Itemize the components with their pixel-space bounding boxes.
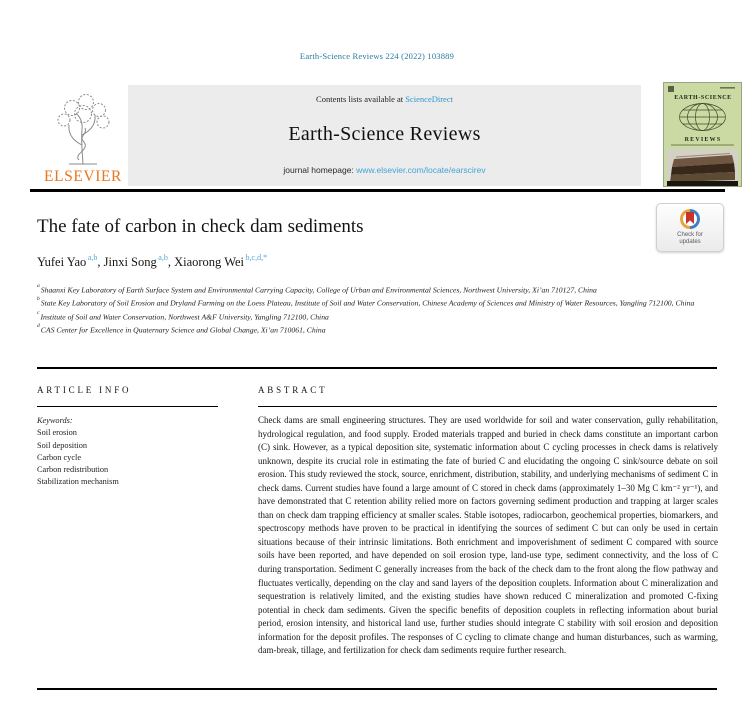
- keyword-item: Stabilization mechanism: [37, 477, 119, 487]
- author-affil-sup[interactable]: a,b: [87, 253, 98, 262]
- article-title: The fate of carbon in check dam sediments: [37, 216, 364, 237]
- sciencedirect-link[interactable]: ScienceDirect: [405, 94, 453, 104]
- affiliation-list: [37, 283, 721, 336]
- elsevier-tree-icon: [52, 93, 114, 167]
- abstract-rule: [258, 406, 717, 407]
- check-for-updates-badge[interactable]: [656, 203, 724, 252]
- bottom-rule: [37, 688, 717, 690]
- article-info-rule: [37, 406, 218, 407]
- author: Yufei Yao $^{a,b}$,: [37, 253, 104, 270]
- elsevier-logo: [37, 87, 129, 186]
- affiliation: $^c$Institute of Soil and Water Conservation, Northwest A&F University, Yangling 712100, China: [37, 309, 329, 322]
- journal-homepage-link[interactable]: www.elsevier.com/locate/earscirev: [356, 165, 486, 175]
- article-info-heading: ARTICLE INFO: [37, 385, 132, 395]
- author: Xiaorong Wei $^{b,c,d,*}$: [174, 253, 268, 270]
- homepage-prefix: journal homepage:: [283, 165, 357, 175]
- keyword-item: Carbon redistribution: [37, 465, 109, 475]
- elsevier-wordmark: ELSEVIER: [44, 168, 122, 185]
- affiliation: $^a$Shaanxi Key Laboratory of Earth Surface System and Environmental Carrying Capacity, College of Urban and Environmental Sciences, Northwest University, Xi’an 710127, China: [37, 283, 597, 295]
- header-divider-rule: [30, 189, 725, 192]
- journal-cover-thumbnail: [663, 82, 742, 187]
- keywords-block: [37, 415, 119, 489]
- keyword-item: Soil erosion: [37, 428, 77, 438]
- check-for-updates-label: Check for updates: [677, 232, 703, 245]
- author-affil-sup[interactable]: b,c,d,*: [245, 253, 268, 262]
- author: Jinxi Song $^{a,b}$,: [103, 253, 175, 270]
- journal-title: Earth-Science Reviews: [288, 123, 481, 145]
- abstract-heading: ABSTRACT: [258, 385, 328, 395]
- author-list: [37, 254, 267, 270]
- contents-line: [316, 94, 453, 104]
- author-affil-sup[interactable]: a,b: [158, 253, 168, 262]
- affiliation: $^b$State Key Laboratory of Soil Erosion and Dryland Farming on the Loess Plateau, Institute of Soil and Water Conservation, Chinese Academy of Sciences and Ministry of Water Resources, Yangling 712100, China: [37, 296, 695, 308]
- crossmark-icon: [680, 209, 700, 229]
- affiliation: $^d$CAS Center for Excellence in Quaternary Science and Global Change, Xi’an 710061, China: [37, 323, 326, 335]
- journal-citation: Earth-Science Reviews 224 (2022) 103889: [299, 51, 455, 61]
- abstract-text: Check dams are small engineering structures. They are used worldwide for soil and water conservation, gully rehabilitation, hydrological regulation, and food supply. Eroded materials trapped and buried in check dams constitute an important carbon (C) sink. However, as a typical deposition site, systematic information about C cycling processes in check dams is relatively unknown, despite its crucial role in estimating the fate of buried C and elucidating the ongoing C sink/source debate on soil erosion. This study reviewed the stock, source, enrichment, distribution, stability, and underlying mechanisms of sediment C in check dams. Current studies have found a large amount of C stored in check dams (approximately 1–30 Mg C km⁻² yr⁻¹), and have demonstrated that C retention ability relied more on factors governing sediment production and trapping at larger scales than on check dam trapping efficiency at smaller scales. Stable isotopes, radiocarbon, geochemical properties, biomarkers, and spectroscopy methods have proven to be practical in identifying the sources of sediment C but can only be used in certain situations because of their intrinsic limitations. Both enrichment and impoverishment of sediment C compared with source soils have been reported, and have depended on soil erosion type, land-use type, sediment connectivity, and the loss of C during transportation. Sediment C generally increases from the back of the check dam to the front along the flow pathway and fluctuates vertically, depending on the clay and sand layers of the deposition couplets. Information about C mineralization and sequestration is relatively limited, and the existing studies have shown reduced C mineralization and promoted C-fixing potential in check dam sediments. Given the specific benefits of deposition couplets in reflecting information about burial period, erosion intensity, and historical land use, further studies should integrate C stability with soil erosion and deposition information for the deposit profiles. The responses of C cycling to climate change and human disturbances, such as warming, dam-break, tillage, and fertilization for check dam sediments require further research.: [258, 415, 718, 656]
- keyword-item: Soil deposition: [37, 440, 88, 450]
- homepage-line: [283, 165, 485, 175]
- crossmark-bookmark-icon: [686, 212, 694, 224]
- journal-header-banner: [128, 85, 641, 186]
- cover-title-line2: REVIEWS: [684, 137, 722, 143]
- section-top-rule: [37, 367, 717, 369]
- contents-prefix: Contents lists available at: [316, 94, 406, 104]
- keywords-label: Keywords:: [37, 416, 73, 425]
- keyword-item: Carbon cycle: [37, 452, 82, 462]
- cover-title-line1: EARTH-SCIENCE: [674, 95, 732, 101]
